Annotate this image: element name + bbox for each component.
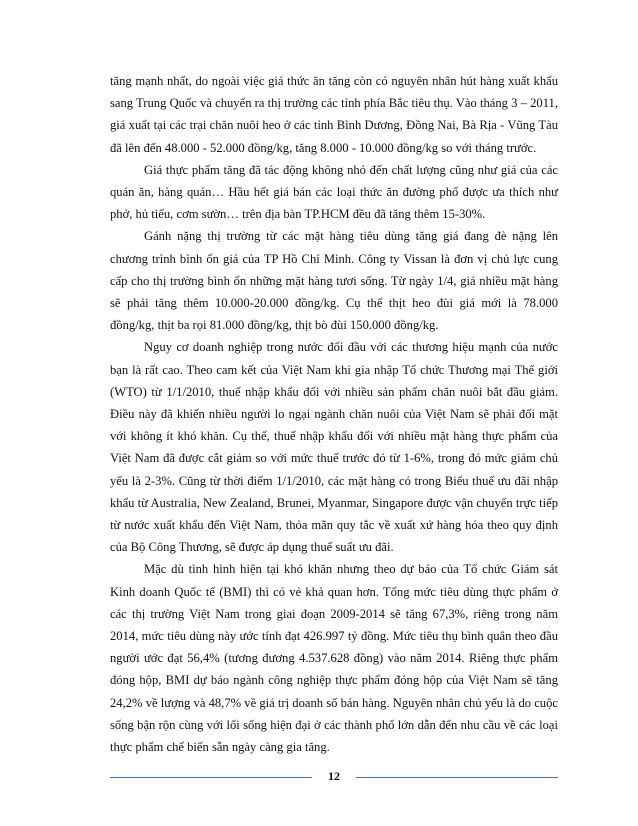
page-number: 12 xyxy=(328,769,340,783)
paragraph-continuation: tăng mạnh nhất, do ngoài việc giá thức ăn tăng còn có nguyên nhân hút hàng xuất khẩu sang Trung Quốc và chuyển ra thị trường các tỉnh phía Bắc tiêu thụ. Vào tháng 3 – 2011, giá xuất tại các trại chăn nuôi heo ở các tỉnh Bình Dương, Đồng Nai, Bà Rịa - Vũng Tàu đã lên đến 48.000 - 52.000 đồng/kg, tăng 8.000 - 10.000 đồng/kg so với tháng trước. xyxy=(110,74,558,155)
page-footer xyxy=(110,768,558,788)
paragraph-import-tax: Nguy cơ doanh nghiệp trong nước đối đầu với các thương hiệu mạnh của nước bạn là rất cao. Theo cam kết của Việt Nam khi gia nhập Tổ chức Thương mại Thế giới (WTO) từ 1/1/2010, thuế nhập khẩu đối với nhiều sản phẩm chăn nuôi bắt đầu giảm. Điều này đã khiến nhiều người lo ngại ngành chăn nuôi của Việt Nam sẽ phải đối mặt với không ít khó khăn. Cụ thể, thuế nhập khẩu đối với nhiều mặt hàng thực phẩm của Việt Nam đã được cắt giảm so với mức thuế trước đó từ 1-6%, trong đó mức giảm chủ yếu là 2-3%. Cũng từ thời điểm 1/1/2010, các mặt hàng có trong Biểu thuế ưu đãi nhập khẩu từ Australia, New Zealand, Brunei, Myanmar, Singapore được vận chuyển trực tiếp từ nước xuất khẩu đến Việt Nam, thỏa mãn quy tắc về xuất xứ hàng hóa theo quy định của Bộ Công Thương, sẽ được áp dụng thuế suất ưu đãi. xyxy=(110,340,558,555)
paragraph-price-stabilization: Gánh nặng thị trường từ các mặt hàng tiêu dùng tăng giá đang đè nặng lên chương trình bình ổn giá của TP Hồ Chí Minh. Công ty Vissan là đơn vị chủ lực cung cấp cho thị trường bình ổn những mặt hàng tươi sống. Từ ngày 1/4, giá nhiều mặt hàng sẽ phải tăng thêm 10.000-20.000 đồng/kg. Cụ thể thịt heo đùi giá mới là 78.000 đồng/kg, thịt ba rọi 81.000 đồng/kg, thịt bò đùi 150.000 đồng/kg. xyxy=(110,229,558,333)
paragraph-food-prices: Giá thực phẩm tăng đã tác động không nhỏ đến chất lượng cũng như giá của các quán ăn, hàng quán… Hầu hết giá bán các loại thức ăn đường phố được ưa thích như phở, hủ tiếu, cơm sườn… trên địa bàn TP.HCM đều đã tăng thêm 15-30%. xyxy=(110,162,558,222)
footer-rule-right xyxy=(356,777,558,778)
paragraph-bmi-forecast: Mặc dù tình hình hiện tại khó khăn nhưng theo dự báo của Tổ chức Giám sát Kinh doanh Quốc tế (BMI) thì có vẻ khả quan hơn. Tổng mức tiêu dùng thực phẩm ở các thị trường Việt Nam trong giai đoạn 2009-2014 sẽ tăng 67,3%, riêng trong năm 2014, mức tiêu dùng này ước tính đạt 426.997 tỷ đồng. Mức tiêu thụ bình quân theo đầu người ước đạt 56,4% (tương đương 4.537.628 đồng) vào năm 2014. Riêng thực phẩm đóng hộp, BMI dự báo ngành công nghiệp thực phẩm đóng hộp của Việt Nam sẽ tăng 24,2% về lượng và 48,7% về giá trị doanh số bán hàng. Nguyên nhân chủ yếu là do cuộc sống bận rộn cùng với lối sống hiện đại ở các thành phố lớn dẫn đến nhu cầu về các loại thực phẩm chế biến sẵn ngày càng gia tăng. xyxy=(110,562,558,755)
page-body xyxy=(110,70,558,758)
